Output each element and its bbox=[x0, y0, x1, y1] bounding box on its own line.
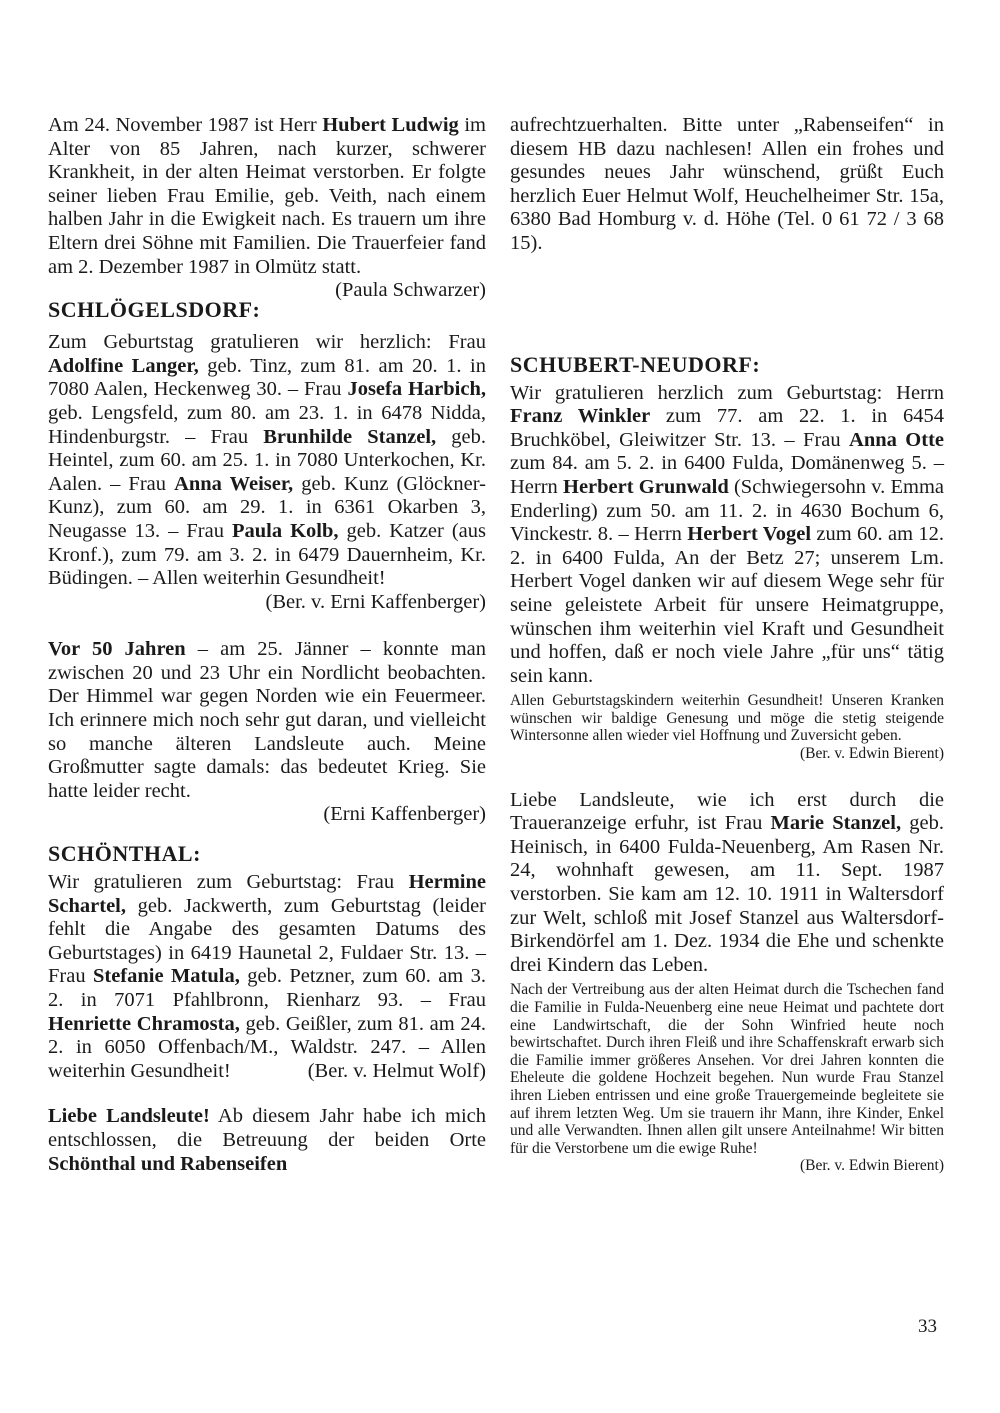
bold-name: Herbert Vogel bbox=[687, 523, 812, 546]
paragraph-continuation bbox=[510, 114, 944, 256]
text-run: Allen Geburtstagskindern weiterhin Gesundheit! Unseren Kranken wünschen wir baldige Genesung und möge die stetig steigende Wintersonne allen wieder viel Hoffnung und Zuversicht geben. bbox=[510, 692, 944, 745]
text-run: (Schwiegersohn v. Emma Enderling) zum 50. am 11. 2. in 4630 Bochum 6, Vinckestr. 8. – Herrn bbox=[510, 475, 944, 546]
bold-name: Hubert Ludwig bbox=[322, 114, 459, 136]
bold-name: Henriette Chramosta, bbox=[48, 1012, 240, 1035]
text-run: geb. Katzer (aus Kronf.), zum 79. am 3. 2. in 6479 Dauernheim, Kr. Büdingen. – Allen weiterhin Gesundheit! bbox=[48, 519, 486, 590]
text-run: geb. Heintel, zum 60. am 25. 1. in 7080 Unterkochen, Kr. Aalen. – Frau bbox=[48, 425, 486, 495]
bold-name: Paula Kolb, bbox=[231, 519, 339, 542]
text-run: – am 25. Jänner – konnte man zwischen 20 und 23 Uhr ein Nordlicht beobachten. Der Himmel war gegen Norden wie ein Feuermeer. Ich erinnere mich noch sehr gut daran, und vielleicht so manche älteren Landsleute auch. Meine Großmutter sagte damals: das bedeutet Krieg. Sie hatte leider recht. bbox=[48, 638, 486, 802]
right-column bbox=[510, 114, 944, 1175]
heading-schoenthal: SCHÖNTHAL: bbox=[48, 841, 201, 867]
bold-name: Anna Weiser, bbox=[174, 472, 294, 495]
page-number: 33 bbox=[918, 1316, 937, 1337]
bold-name: Brunhilde Stanzel, bbox=[263, 425, 437, 448]
signature-erni-kaffenberger-2: (Erni Kaffenberger) bbox=[323, 803, 486, 826]
bold-name: Herbert Grunwald bbox=[563, 475, 729, 498]
signature-erni-kaffenberger: (Ber. v. Erni Kaffenberger) bbox=[265, 590, 486, 613]
text-run: geb. Jackwerth, zum Geburtstag (leider fehlt die Angabe des gesamten Datums des Geburtstages) in 6419 Haunetal 2, Fuldaer Str. 13. – Frau bbox=[48, 894, 486, 988]
text-run: Ab diesem Jahr habe ich mich entschlossen, die Betreuung der beiden Orte bbox=[48, 1105, 486, 1151]
paragraph-liebe-landsleute bbox=[48, 1105, 486, 1176]
bold-name: Josefa Harbich, bbox=[347, 378, 487, 401]
signature-edwin-bierent: (Ber. v. Edwin Bierent) bbox=[799, 745, 944, 763]
text-run: zum 77. am 22. 1. in 6454 Bruchköbel, Gleiwitzer Str. 13. – Frau bbox=[510, 405, 944, 451]
bold-name: Anna Otte bbox=[849, 428, 944, 451]
text-run: zum 60. am 12. 2. in 6400 Fulda, An der Betz 27; unserem Lm. Herbert Vogel danken wir auf diesem Wege sehr für seine geleistete Arbeit für unsere Heimatgruppe, wünschen ihm weiterhin viel Kraft und Gesundheit und hoffen, daß er noch viele Jahre „für uns“ tätig sein kann. bbox=[510, 523, 944, 687]
text-run: geb. Lengsfeld, zum 80. am 23. 1. in 6478 Nidda, Hindenburgstr. – Frau bbox=[48, 401, 486, 448]
paragraph-schloegelsdorf bbox=[48, 331, 486, 591]
text-run: aufrechtzuerhalten. Bitte unter „Rabenseifen“ in diesem HB dazu nachlesen! Allen ein frohes und gesundes neues Jahr wünschend, grüßt Euch herzlich Euer Helmut Wolf, Heuchelheimer Str. 15a, 6380 Bad Homburg v. d. Höhe (Tel. 0 61 72 / 3 68 15). bbox=[510, 114, 944, 254]
paragraph-schubert-closing bbox=[510, 692, 944, 745]
text-run: Wir gratulieren herzlich zum Geburtstag: Herrn bbox=[510, 381, 944, 404]
bold-name: Liebe Landsleute! bbox=[48, 1105, 210, 1128]
bold-name: Schönthal und Rabenseifen bbox=[48, 1152, 288, 1175]
paragraph-marie-stanzel-details bbox=[510, 981, 944, 1157]
heading-schubert-neudorf: SCHUBERT-NEUDORF: bbox=[510, 351, 761, 377]
text-run: geb. Heinisch, in 6400 Fulda-Neuenberg, Am Rasen Nr. 24, wohnhaft gewesen, am 11. Sept. 1987 verstorben. Sie kam am 12. 10. 1911 in Waltersdorf zur Welt, schloß mit Josef Stanzel aus Waltersdorf-Birkendörfel am 1. Dez. 1934 die Ehe und schenkte drei Kindern das Leben. bbox=[510, 812, 945, 976]
paragraph-vor-50-jahren bbox=[48, 638, 486, 803]
bold-name: Stefanie Matula, bbox=[92, 965, 240, 988]
signature-helmut-wolf: (Ber. v. Helmut Wolf) bbox=[307, 1059, 486, 1082]
bold-name: Franz Winkler bbox=[510, 405, 651, 428]
text-run: Am 24. November 1987 ist Herr bbox=[48, 114, 323, 136]
text-run: Liebe Landsleute, wie ich erst durch die Traueranzeige erfuhr, ist Frau bbox=[510, 788, 944, 835]
paragraph-marie-stanzel bbox=[510, 789, 944, 978]
text-run: im Alter von 85 Jahren, nach kurzer, schwerer Krankheit, in der alten Heimat verstorben. Er folgte seiner lieben Frau Emilie, geb. Veith, nach einem halben Jahr in die Ewigkeit nach. Es trauern um ihre Eltern drei Söhne mit Familien. Die Trauerfeier fand am 2. Dezember 1987 in Olmütz statt. bbox=[48, 114, 486, 278]
text-run: geb. Kunz (Glöckner-Kunz), zum 60. am 29. 1. in 6361 Okarben 3, Neugasse 13. – Frau bbox=[48, 472, 486, 542]
text-run: Nach der Vertreibung aus der alten Heimat durch die Tschechen fand die Familie in Fulda-Neuenberg eine neue Heimat und pachtete dort eine Landwirtschaft, die der Sohn Winfried heute noch bewirtschaftet. Durch ihren Fleiß und ihre Schaffenskraft erwarb sich die Familie immer größeres Ansehen. Vor drei Jahren konnten die Eheleute die goldene Hochzeit begehen. Nun wurde Frau Stanzel ihren Lieben entrissen und eine große Trauergemeinde begleitete sie auf ihrem letzten Weg. Um sie trauern ihr Mann, ihre Kinder, Enkel und alle Verwandten. Ihnen allen gilt unsere Anteilnahme! Wir bitten für die Verstorbene um die ewige Ruhe! bbox=[510, 981, 944, 1157]
bold-name: Adolfine Langer, bbox=[48, 354, 199, 377]
heading-schloegelsdorf: SCHLÖGELSDORF: bbox=[48, 297, 261, 323]
obituary-hubert-ludwig bbox=[48, 114, 486, 302]
bold-name: Marie Stanzel, bbox=[770, 812, 902, 835]
signature-edwin-bierent-2: (Ber. v. Edwin Bierent) bbox=[799, 1157, 944, 1175]
text-run: zum 84. am 5. 2. in 6400 Fulda, Domänenweg 5. – Herrn bbox=[510, 452, 944, 498]
text-run: Wir gratulieren zum Geburtstag: Frau bbox=[48, 871, 409, 894]
paragraph-schubert-neudorf bbox=[510, 382, 944, 689]
bold-name: Hermine Schartel, bbox=[48, 871, 486, 917]
signature-paula-schwarzer: (Paula Schwarzer) bbox=[335, 279, 486, 302]
text-run: geb. Petzner, zum 60. am 3. 2. in 7071 Pfahlbronn, Rienharz 93. – Frau bbox=[48, 965, 487, 1011]
paragraph-schoenthal bbox=[48, 871, 486, 1083]
bold-name: Vor 50 Jahren bbox=[48, 638, 186, 661]
left-column bbox=[48, 114, 486, 1176]
text-run: Zum Geburtstag gratulieren wir herzlich: Frau bbox=[48, 331, 486, 354]
text-run: geb. Tinz, zum 81. am 20. 1. in 7080 Aalen, Heckenweg 30. – Frau bbox=[48, 354, 486, 401]
text-run: geb. Geißler, zum 81. am 24. 2. in 6050 Offenbach/M., Waldstr. 247. – Allen weiterhin Gesundheit! bbox=[48, 1012, 487, 1082]
